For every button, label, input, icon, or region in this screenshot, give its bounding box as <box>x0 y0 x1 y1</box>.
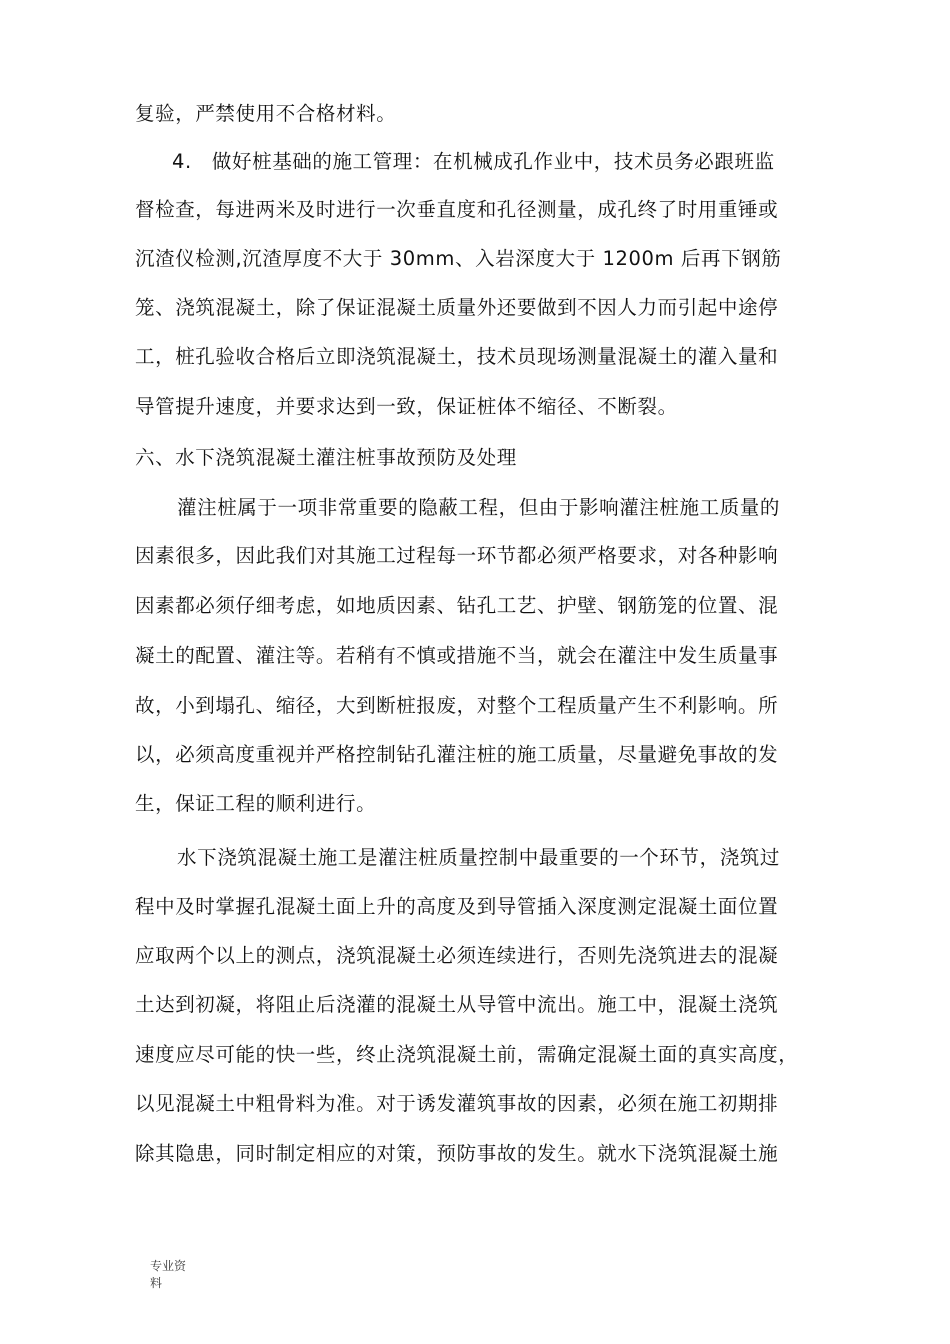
text-line: 速度应尽可能的快一些，终止浇筑混凝土前，需确定混凝土面的真实高度， <box>135 1043 799 1066</box>
text-line: 灌注桩属于一项非常重要的隐蔽工程，但由于影响灌注桩施工质量的 <box>177 496 781 519</box>
section-heading: 六、水下浇筑混凝土灌注桩事故预防及处理 <box>135 446 517 469</box>
text-line: 以，必须高度重视并严格控制钻孔灌注桩的施工质量，尽量避免事故的发 <box>135 743 779 766</box>
text-line: 沉渣仪检测,沉渣厚度不大于 30mm、入岩深度大于 1200m 后再下钢筋 <box>135 247 782 270</box>
text-line: 应取两个以上的测点，浇筑混凝土必须连续进行，否则先浇筑进去的混凝 <box>135 944 779 967</box>
footer-note: 专业资料 <box>150 1259 187 1290</box>
text-line: 督检查，每进两米及时进行一次垂直度和孔径测量，成孔终了时用重锤或 <box>135 198 779 221</box>
text-line: 因素都必须仔细考虑，如地质因素、钻孔工艺、护壁、钢筋笼的位置、混 <box>135 594 779 617</box>
text-line: 复验，严禁使用不合格材料。 <box>135 102 397 125</box>
text-line: 除其隐患，同时制定相应的对策，预防事故的发生。就水下浇筑混凝土施 <box>135 1142 779 1165</box>
text-line: 因素很多，因此我们对其施工过程每一环节都必须严格要求，对各种影响 <box>135 544 779 567</box>
text-line: 凝土的配置、灌注等。若稍有不慎或措施不当，就会在灌注中发生质量事 <box>135 644 779 667</box>
text-line: 导管提升速度，并要求达到一致，保证桩体不缩径、不断裂。 <box>135 395 678 418</box>
text-line: 工，桩孔验收合格后立即浇筑混凝土，技术员现场测量混凝土的灌入量和 <box>135 345 779 368</box>
text-line: 程中及时掌握孔混凝土面上升的高度及到导管插入深度测定混凝土面位置 <box>135 895 779 918</box>
text-line: 4. 做好桩基础的施工管理：在机械成孔作业中，技术员务必跟班监 <box>172 150 775 173</box>
text-line: 土达到初凝，将阻止后浇灌的混凝土从导管中流出。施工中，混凝土浇筑 <box>135 993 779 1016</box>
text-line: 以见混凝土中粗骨料为准。对于诱发灌筑事故的因素，必须在施工初期排 <box>135 1092 779 1115</box>
text-line: 故，小到塌孔、缩径，大到断桩报废，对整个工程质量产生不利影响。所 <box>135 694 779 717</box>
text-line: 笼、浇筑混凝土，除了保证混凝土质量外还要做到不因人力而引起中途停 <box>135 296 779 319</box>
text-line: 生，保证工程的顺利进行。 <box>135 792 377 815</box>
text-line: 水下浇筑混凝土施工是灌注桩质量控制中最重要的一个环节，浇筑过 <box>177 846 781 869</box>
